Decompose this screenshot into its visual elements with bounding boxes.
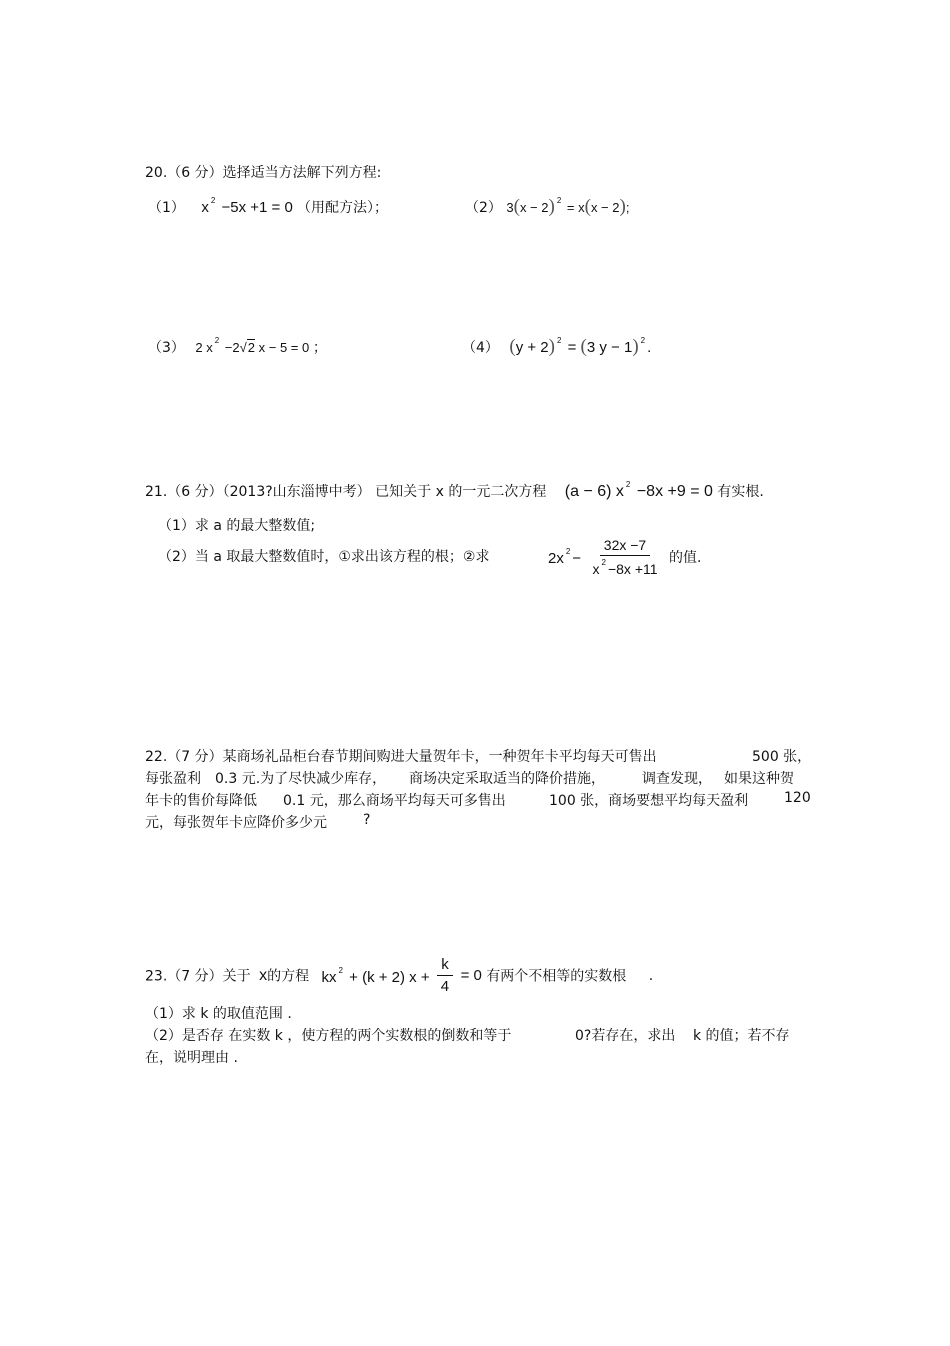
q20-part2: （2） 3(x − 2) $^2$ = x(x − 2);	[465, 196, 630, 217]
q20-p2-end: ;	[625, 200, 630, 215]
q22-text: 22.（7 分）某商场礼品柜台春节期间购进大量贺年卡，一种贺年卡平均每天可售出	[145, 749, 657, 765]
q20-p3-eq-b: −2	[224, 340, 240, 355]
q22-text: 每张盈利	[145, 771, 201, 787]
q22-line1	[145, 746, 812, 766]
q22-line2	[145, 768, 805, 788]
q23-sub2	[145, 1025, 805, 1045]
q20-part4: （4） (y + 2) $^2$ = (3 y − 1) $^2$ .	[462, 336, 652, 357]
q20-p4-eq-b: =	[567, 339, 577, 356]
q20-p2-eq-c: = x	[566, 200, 585, 215]
exponent: 2	[640, 336, 646, 345]
q22-number: 120	[784, 790, 811, 806]
exponent: 2	[601, 558, 606, 567]
exponent: 2	[556, 336, 562, 345]
q20-p2-eq-a: 3	[506, 200, 514, 215]
q22-text: 元，每张贺年卡应降价多少元	[145, 815, 327, 831]
q20-p3-end: ；	[312, 340, 327, 356]
q23-var: x	[259, 966, 268, 984]
q21-title-line	[145, 480, 764, 501]
q20-p4-label: （4）	[462, 340, 499, 356]
q20-p3-sqrt: 2	[247, 340, 255, 355]
q23-tail-end: .	[648, 967, 654, 984]
q23-tail: 有两个不相等的实数根	[486, 968, 627, 985]
exponent: 2	[625, 480, 631, 489]
exponent: 2	[338, 965, 343, 975]
q20-p2-label: （2）	[465, 200, 502, 216]
q22-text: ?	[363, 812, 371, 828]
q20-p1-note: （用配方法）；	[296, 200, 388, 216]
exponent: 2	[565, 547, 571, 556]
q23-denominator: 4	[440, 978, 450, 995]
q23-text: （2）是否存 在实数 k ，使方程的两个实数根的倒数和等于	[145, 1028, 512, 1044]
q20-part1	[148, 196, 388, 217]
q21-numerator: 32x −7	[600, 537, 650, 556]
q23-sub3: 在，说明理由 .	[145, 1050, 238, 1066]
q20-part3: （3） 2 x $^2$ −2√2 x − 5 = 0 ；	[148, 336, 327, 356]
q20-p1-eq-a: x	[201, 199, 209, 216]
q21-tail: 有实根.	[717, 484, 764, 500]
q22-text: 年卡的售价每降低	[145, 793, 257, 809]
q22-line4	[145, 812, 385, 832]
q21-denominator: x $^2$ −8x +11	[592, 558, 658, 577]
q20-p2-eq-d: x − 2	[590, 200, 620, 215]
q23-title: 23.（7 分）关于	[145, 968, 251, 985]
q20-p2-eq-b: x − 2	[519, 200, 549, 215]
q21-sub1: （1）求 a 的最大整数值;	[158, 518, 316, 534]
q20-p3-eq-d: x − 5 = 0	[258, 340, 310, 355]
q20-p4-end: .	[647, 339, 652, 356]
exponent: 2	[556, 196, 562, 205]
q21-eq-b: −8x +9 = 0	[636, 483, 713, 500]
q22-text: 如果这种贺	[724, 771, 794, 787]
exponent: 2	[210, 196, 216, 205]
q23-eq-b: + (k + 2) x +	[349, 968, 430, 986]
q23-fraction	[437, 956, 453, 995]
q20-p3-eq-a: 2 x	[195, 340, 213, 355]
q21-expr-a: 2x	[548, 550, 564, 567]
q22-number: 500 张，	[752, 749, 812, 765]
q22-text: 100 张，商场要想平均每天盈利	[549, 793, 749, 809]
q22-text: 0.1 元，那么商场平均每天可多售出	[283, 793, 506, 809]
q20-p4-eq-c: 3 y − 1	[586, 339, 633, 356]
q23-title-line	[145, 956, 653, 995]
exponent: 2	[214, 336, 220, 345]
q23-text: k 的值；若不存	[693, 1028, 790, 1044]
q22-text: 0.3 元.为了尽快减少库存，	[215, 771, 387, 787]
q20-p1-eq-b: −5x +1 = 0	[221, 199, 293, 216]
q23-sub1: （1）求 k 的取值范围 .	[145, 1006, 292, 1022]
q22-line3	[145, 790, 810, 810]
q21-expression: 2x $^2$ − $\frac{32x -7}{x ^2 -8x +11}$ 的值.	[548, 537, 702, 577]
q20-title: 20.（6 分）选择适当方法解下列方程:	[145, 165, 382, 181]
q21-eq-a: (a − 6) x	[564, 483, 624, 500]
q23-eq-a: kx	[321, 968, 337, 986]
q23-numerator: k	[437, 956, 453, 976]
q21-title: 21.（6 分）（2013?山东淄博中考） 已知关于 x 的一元二次方程	[145, 484, 547, 500]
q21-fraction	[589, 537, 662, 577]
q20-p4-eq-a: y + 2	[515, 339, 549, 356]
q20-p3-label: （3）	[148, 340, 185, 356]
q21-sub2: （2）当 a 取最大整数值时，①求出该方程的根；②求	[158, 549, 490, 565]
q23-of: 的方程	[267, 968, 310, 985]
q23-text: 0?若存在，求出	[575, 1028, 676, 1044]
q21-expr-tail: 的值.	[668, 550, 702, 566]
q22-text: 调查发现，	[642, 771, 712, 787]
q20-p1-label: （1）	[148, 200, 185, 216]
q23-eq-c: = 0	[460, 967, 482, 984]
q22-text: 商场决定采取适当的降价措施，	[409, 771, 605, 787]
